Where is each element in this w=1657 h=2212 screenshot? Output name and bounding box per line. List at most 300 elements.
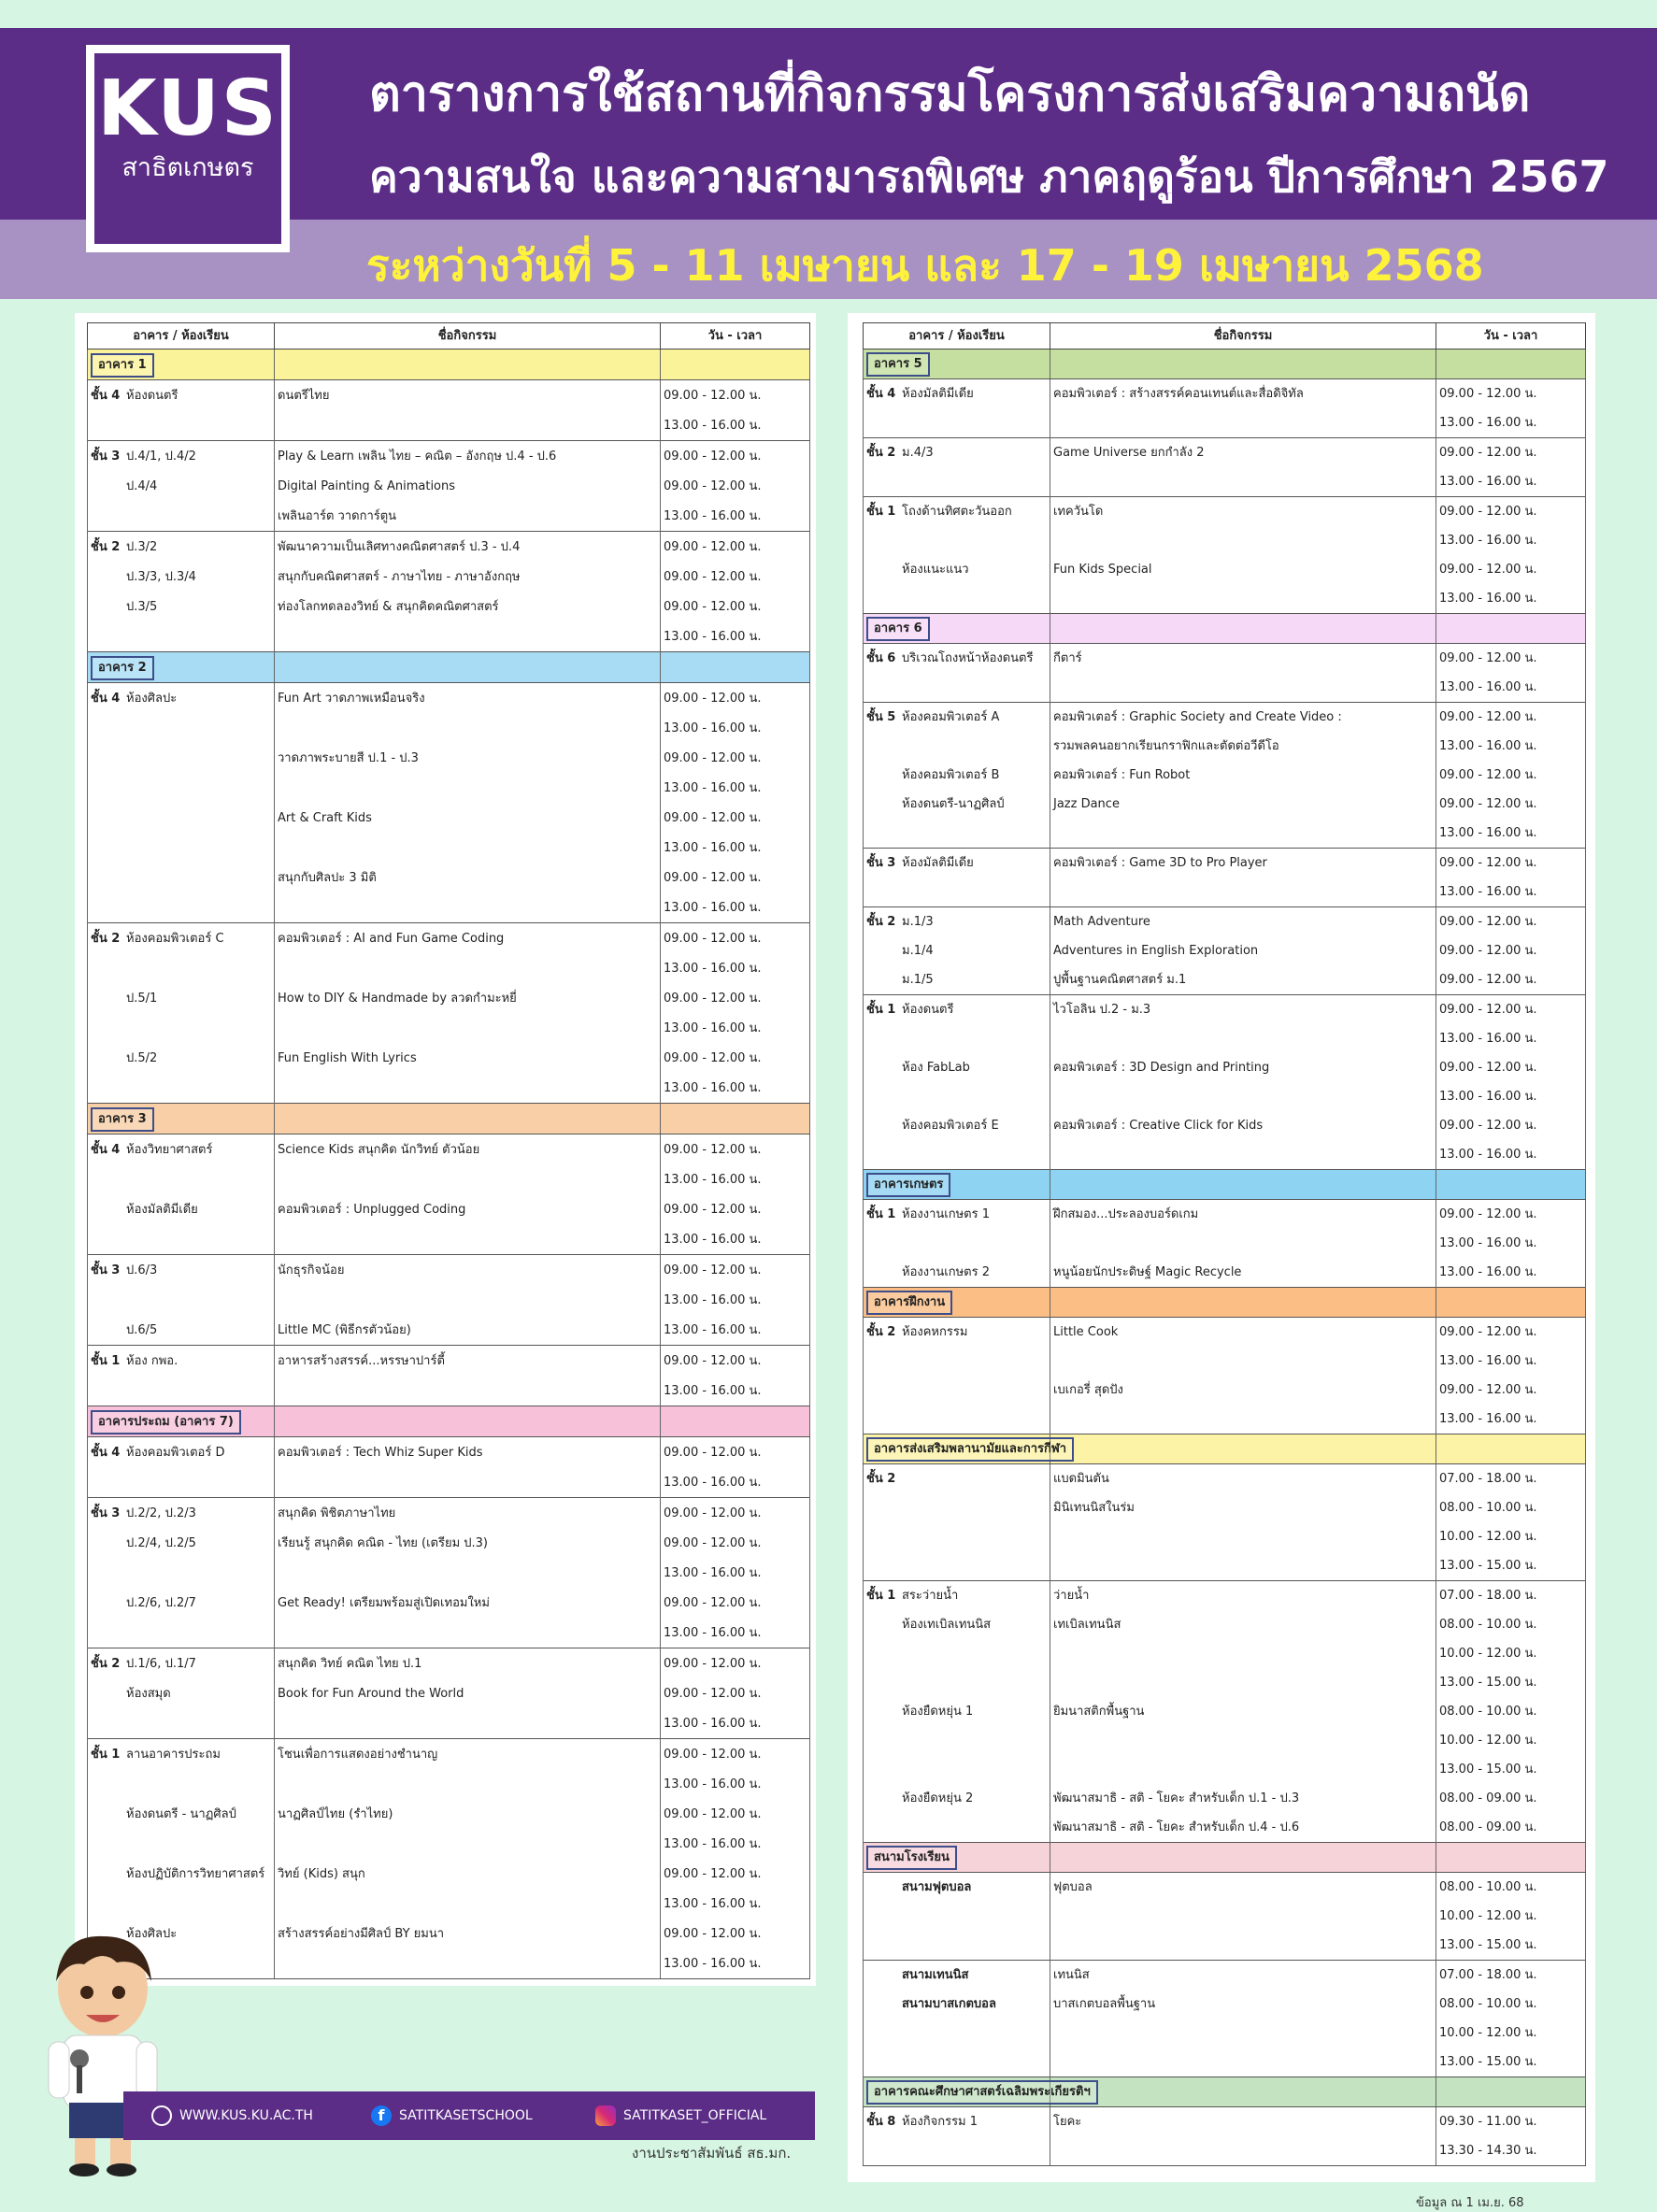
- building-fill: [661, 350, 810, 380]
- time-cell: 13.00 - 16.00 น.: [661, 1224, 810, 1255]
- room-cell: [864, 1581, 1050, 1611]
- room-label: ห้องศิลปะ: [126, 691, 178, 706]
- kus-logo: [86, 45, 290, 252]
- room-cell: [88, 1013, 275, 1043]
- time-cell: 08.00 - 09.00 น.: [1436, 1784, 1586, 1813]
- time-cell: 13.00 - 16.00 น.: [1436, 1258, 1586, 1288]
- room-cell: [864, 644, 1050, 674]
- table-row: [88, 892, 810, 923]
- room-label: ป.6/5: [126, 1322, 158, 1337]
- room-label: ป.2/2, ป.2/3: [126, 1506, 196, 1520]
- room-label: ม.4/3: [902, 445, 934, 460]
- table-row: [864, 1697, 1586, 1726]
- room-cell: [864, 526, 1050, 555]
- activity-cell: สนุกกับศิลปะ 3 มิติ: [275, 863, 661, 892]
- time-cell: 09.00 - 12.00 น.: [1436, 936, 1586, 965]
- table-row: [88, 1135, 810, 1165]
- room-cell: [864, 1755, 1050, 1784]
- table-row: [88, 983, 810, 1013]
- time-cell: 13.00 - 16.00 น.: [661, 1013, 810, 1043]
- building-fill: [275, 1406, 661, 1437]
- time-cell: 10.00 - 12.00 น.: [1436, 1639, 1586, 1668]
- room-label: ห้อง กพอ.: [126, 1353, 179, 1368]
- activity-cell: [275, 1164, 661, 1194]
- room-cell: [88, 1437, 275, 1468]
- room-cell: [864, 849, 1050, 878]
- building-cell: [864, 350, 1050, 379]
- activity-cell: [1050, 1522, 1436, 1551]
- time-cell: 09.00 - 12.00 น.: [661, 471, 810, 501]
- room-cell: [864, 1726, 1050, 1755]
- floor-label: ชั้น 2: [866, 914, 896, 929]
- table-row: [88, 1739, 810, 1770]
- room-label: ป.3/5: [126, 599, 158, 614]
- time-cell: 09.00 - 12.00 น.: [661, 803, 810, 833]
- floor-label: ชั้น 4: [866, 386, 896, 401]
- table-row: [88, 621, 810, 652]
- table-row: [864, 379, 1586, 409]
- activity-cell: เทนนิส: [1050, 1961, 1436, 1991]
- floor-label: ชั้น 1: [866, 504, 896, 519]
- room-cell: [864, 703, 1050, 733]
- room-cell: [88, 803, 275, 833]
- table-row: [864, 555, 1586, 584]
- activity-cell: ฝึกสมอง...ประลองบอร์ดเกม: [1050, 1200, 1436, 1230]
- floor-label: ชั้น 6: [866, 650, 896, 665]
- time-cell: 09.00 - 12.00 น.: [1436, 703, 1586, 733]
- room-cell: [864, 584, 1050, 614]
- room-label: ห้องคอมพิวเตอร์ C: [126, 931, 224, 946]
- building-fill: [1050, 350, 1436, 379]
- room-label: ป.3/3, ป.3/4: [126, 569, 196, 584]
- room-cell: [864, 1024, 1050, 1053]
- floor-label: ชั้น 1: [866, 1588, 896, 1603]
- time-cell: 09.00 - 12.00 น.: [1436, 1053, 1586, 1082]
- building-fill: [661, 652, 810, 683]
- room-cell: [864, 1931, 1050, 1961]
- activity-cell: [275, 833, 661, 863]
- time-cell: 09.00 - 12.00 น.: [661, 743, 810, 773]
- room-label: สนามเทนนิส: [902, 1967, 969, 1982]
- activity-cell: [1050, 1347, 1436, 1376]
- column-header-room: อาคาร / ห้องเรียน: [864, 323, 1050, 350]
- room-label: ห้องวิทยาศาสตร์: [126, 1142, 213, 1157]
- building-label: อาคารประถม (อาคาร 7): [91, 1410, 241, 1434]
- building-label: อาคาร 2: [91, 656, 154, 680]
- time-cell: 09.00 - 12.00 น.: [661, 592, 810, 621]
- building-row: [88, 1406, 810, 1437]
- building-fill: [1436, 614, 1586, 644]
- building-cell: [88, 652, 275, 683]
- table-row: [864, 673, 1586, 703]
- room-cell: [864, 555, 1050, 584]
- time-cell: 09.00 - 12.00 น.: [661, 1194, 810, 1224]
- room-label: ป.3/2: [126, 539, 158, 554]
- room-cell: [88, 1194, 275, 1224]
- activity-cell: เพลินอาร์ต วาดการ์ตูน: [275, 501, 661, 532]
- building-cell: [864, 2077, 1091, 2107]
- activity-cell: ปูพื้นฐานคณิตศาสตร์ ม.1: [1050, 965, 1436, 995]
- activity-cell: คอมพิวเตอร์ : Fun Robot: [1050, 761, 1436, 790]
- table-row: [864, 1990, 1586, 2019]
- floor-label: ชั้น 1: [866, 1002, 896, 1017]
- table-row: [88, 410, 810, 441]
- date-range: ระหว่างวันที่ 5 - 11 เมษายน และ 17 - 19 เมษายน 2568: [366, 240, 1484, 291]
- table-row: [864, 819, 1586, 849]
- time-cell: 09.00 - 12.00 น.: [1436, 761, 1586, 790]
- room-label: ห้องเทเบิลเทนนิส: [902, 1617, 992, 1632]
- room-label: ห้องดนตรี - นาฏศิลป์: [126, 1806, 236, 1821]
- activity-cell: [1050, 1902, 1436, 1931]
- table-row: [88, 1859, 810, 1889]
- table-row: [864, 467, 1586, 497]
- activity-cell: นาฏศิลป์ไทย (รำไทย): [275, 1799, 661, 1829]
- room-cell: [864, 1140, 1050, 1170]
- floor-label: ชั้น 4: [91, 1142, 121, 1157]
- table-row: [88, 592, 810, 621]
- activity-cell: [1050, 1931, 1436, 1961]
- room-cell: [88, 773, 275, 803]
- activity-cell: โชนเพื่อการแสดงอย่างชำนาญ: [275, 1739, 661, 1770]
- time-cell: 09.00 - 12.00 น.: [661, 1346, 810, 1377]
- building-cell: [88, 350, 275, 380]
- activity-cell: [1050, 819, 1436, 849]
- table-row: [88, 1376, 810, 1406]
- building-row: [864, 1170, 1586, 1200]
- room-cell: [88, 683, 275, 714]
- building-cell: [864, 614, 1050, 644]
- room-cell: [864, 1522, 1050, 1551]
- footer-facebook[interactable]: [371, 2091, 533, 2140]
- activity-cell: [275, 713, 661, 743]
- table-row: [88, 1829, 810, 1859]
- building-label: สนามโรงเรียน: [866, 1846, 957, 1870]
- room-label: ลานอาคารประถม: [126, 1747, 221, 1762]
- activity-cell: หนูน้อยนักประดิษฐ์ Magic Recycle: [1050, 1258, 1436, 1288]
- time-cell: 09.00 - 12.00 น.: [661, 863, 810, 892]
- activity-cell: [275, 1376, 661, 1406]
- table-row: [864, 878, 1586, 907]
- room-cell: [864, 965, 1050, 995]
- table-row: [88, 953, 810, 983]
- room-label: ห้องคอมพิวเตอร์ D: [126, 1445, 225, 1460]
- table-row: [864, 703, 1586, 733]
- time-cell: 09.00 - 12.00 น.: [1436, 644, 1586, 674]
- activity-cell: [275, 892, 661, 923]
- floor-label: ชั้น 2: [866, 1471, 896, 1486]
- table-row: [88, 501, 810, 532]
- table-row: [864, 761, 1586, 790]
- room-cell: [864, 1464, 1050, 1494]
- time-cell: 09.00 - 12.00 น.: [661, 1437, 810, 1468]
- table-row: [864, 584, 1586, 614]
- building-label: อาคาร 3: [91, 1107, 154, 1132]
- table-row: [864, 526, 1586, 555]
- room-cell: [88, 501, 275, 532]
- time-cell: 09.00 - 12.00 น.: [1436, 555, 1586, 584]
- room-cell: [88, 1708, 275, 1739]
- floor-label: ชั้น 2: [866, 1324, 896, 1339]
- activity-cell: [275, 621, 661, 652]
- building-label: อาคารฝึกงาน: [866, 1291, 952, 1315]
- time-cell: 09.00 - 12.00 น.: [661, 1255, 810, 1286]
- table-row: [864, 790, 1586, 819]
- time-cell: 09.00 - 12.00 น.: [1436, 849, 1586, 878]
- table-row: [864, 1200, 1586, 1230]
- building-fill: [1436, 1434, 1586, 1464]
- activity-cell: [275, 1467, 661, 1498]
- room-cell: [88, 592, 275, 621]
- activity-cell: [1050, 467, 1436, 497]
- time-cell: 13.00 - 16.00 น.: [661, 953, 810, 983]
- building-cell: [864, 1843, 1050, 1873]
- time-cell: 08.00 - 10.00 น.: [1436, 1697, 1586, 1726]
- room-cell: [88, 1315, 275, 1346]
- room-cell: [88, 1799, 275, 1829]
- room-cell: [88, 380, 275, 411]
- building-label: อาคารส่งเสริมพลานามัยและการกีฬา: [866, 1437, 1074, 1462]
- table-row: [88, 1708, 810, 1739]
- room-cell: [88, 1889, 275, 1919]
- table-row: [864, 1522, 1586, 1551]
- room-cell: [88, 1859, 275, 1889]
- table-row: [88, 683, 810, 714]
- time-cell: 08.00 - 09.00 น.: [1436, 1813, 1586, 1843]
- time-cell: 13.00 - 16.00 น.: [661, 1376, 810, 1406]
- building-fill: [661, 1406, 810, 1437]
- activity-cell: Art & Craft Kids: [275, 803, 661, 833]
- activity-cell: วาดภาพระบายสี ป.1 - ป.3: [275, 743, 661, 773]
- time-cell: 13.00 - 16.00 น.: [661, 621, 810, 652]
- activity-cell: สร้างสรรค์อย่างมีศิลป์ BY ยมนา: [275, 1919, 661, 1948]
- activity-cell: พัฒนาความเป็นเลิศทางคณิตศาสตร์ ป.3 - ป.4: [275, 532, 661, 563]
- activity-cell: ดนตรีไทย: [275, 380, 661, 411]
- time-cell: 09.00 - 12.00 น.: [1436, 995, 1586, 1025]
- room-label: บริเวณโถงหน้าห้องดนตรี: [902, 650, 1034, 665]
- activity-cell: Fun Kids Special: [1050, 555, 1436, 584]
- room-cell: [88, 1285, 275, 1315]
- room-label: สระว่ายน้ำ: [902, 1588, 959, 1603]
- time-cell: 13.00 - 16.00 น.: [1436, 673, 1586, 703]
- activity-cell: [275, 1769, 661, 1799]
- room-cell: [864, 673, 1050, 703]
- room-label: ป.6/3: [126, 1263, 158, 1277]
- time-cell: 13.00 - 16.00 น.: [1436, 732, 1586, 761]
- room-cell: [864, 1405, 1050, 1434]
- page-subtitle: ความสนใจ และความสามารถพิเศษ ภาคฤดูร้อน ปีการศึกษา 2567: [369, 151, 1609, 202]
- time-cell: 13.00 - 16.00 น.: [661, 1769, 810, 1799]
- footer-bar: [123, 2091, 815, 2140]
- table-row: [864, 408, 1586, 438]
- table-row: [864, 1639, 1586, 1668]
- time-cell: 09.00 - 12.00 น.: [661, 1799, 810, 1829]
- building-label: อาคาร 1: [91, 353, 154, 378]
- activity-cell: ว่ายน้ำ: [1050, 1581, 1436, 1611]
- data-date-note: ข้อมูล ณ 1 เม.ย. 68: [1416, 2196, 1524, 2210]
- table-row: [864, 2019, 1586, 2048]
- room-label: ห้องแนะแนว: [902, 562, 969, 577]
- column-header-row: [864, 323, 1586, 350]
- floor-label: ชั้น 4: [91, 388, 121, 403]
- room-cell: [864, 1551, 1050, 1581]
- time-cell: 09.00 - 12.00 น.: [661, 1739, 810, 1770]
- schedule-table-left: [87, 322, 810, 1979]
- table-row: [864, 1726, 1586, 1755]
- activity-cell: Little Cook: [1050, 1318, 1436, 1348]
- footer-instagram[interactable]: [595, 2091, 766, 2140]
- table-row: [864, 644, 1586, 674]
- time-cell: 07.00 - 18.00 น.: [1436, 1464, 1586, 1494]
- room-label: ห้องกิจกรรม 1: [902, 2114, 978, 2129]
- table-row: [864, 438, 1586, 468]
- room-label: ห้องศิลปะ: [126, 1926, 178, 1941]
- table-row: [88, 1919, 810, 1948]
- activity-cell: [1050, 1639, 1436, 1668]
- column-header-room: อาคาร / ห้องเรียน: [88, 323, 275, 350]
- room-label: ม.1/5: [902, 972, 934, 987]
- activity-cell: [275, 1285, 661, 1315]
- time-cell: 08.00 - 10.00 น.: [1436, 1990, 1586, 2019]
- room-cell: [88, 1528, 275, 1558]
- room-cell: [88, 1498, 275, 1529]
- activity-cell: คอมพิวเตอร์ : Creative Click for Kids: [1050, 1111, 1436, 1140]
- table-row: [88, 1648, 810, 1679]
- table-row: [864, 2048, 1586, 2077]
- room-label: สนามฟุตบอล: [902, 1879, 972, 1894]
- room-cell: [88, 1588, 275, 1618]
- table-row: [864, 1902, 1586, 1931]
- time-cell: 13.00 - 16.00 น.: [1436, 1347, 1586, 1376]
- activity-cell: [275, 410, 661, 441]
- table-row: [864, 1493, 1586, 1522]
- time-cell: 10.00 - 12.00 น.: [1436, 2019, 1586, 2048]
- table-row: [864, 1347, 1586, 1376]
- activity-cell: พัฒนาสมาธิ - สติ - โยคะ สำหรับเด็ก ป.1 - ป.3: [1050, 1784, 1436, 1813]
- activity-cell: วิทย์ (Kids) สนุก: [275, 1859, 661, 1889]
- room-cell: [864, 467, 1050, 497]
- activity-cell: ฟุตบอล: [1050, 1873, 1436, 1903]
- footer-web[interactable]: [151, 2091, 313, 2140]
- instagram-icon: [595, 2105, 616, 2126]
- room-label: ห้องมัลติมีเดีย: [902, 386, 974, 401]
- room-cell: [88, 1135, 275, 1165]
- facebook-icon: f: [371, 2105, 392, 2126]
- room-cell: [864, 878, 1050, 907]
- column-header-activity: ชื่อกิจกรรม: [275, 323, 661, 350]
- time-cell: 13.00 - 16.00 น.: [661, 833, 810, 863]
- building-fill: [275, 350, 661, 380]
- room-cell: [864, 995, 1050, 1025]
- room-cell: [864, 1493, 1050, 1522]
- table-row: [88, 1558, 810, 1588]
- building-label: อาคารเกษตร: [866, 1173, 950, 1197]
- table-row: [864, 995, 1586, 1025]
- floor-label: ชั้น 2: [866, 445, 896, 460]
- floor-label: ชั้น 1: [91, 1747, 121, 1762]
- floor-label: ชั้น 2: [91, 931, 121, 946]
- room-cell: [88, 471, 275, 501]
- table-row: [88, 441, 810, 472]
- table-row: [88, 1678, 810, 1708]
- floor-label: ชั้น 1: [91, 1353, 121, 1368]
- time-cell: 10.00 - 12.00 น.: [1436, 1902, 1586, 1931]
- activity-cell: รวมพลคนอยากเรียนกราฟิกและตัดต่อวีดีโอ: [1050, 732, 1436, 761]
- activity-cell: [1050, 1668, 1436, 1697]
- room-label: ม.1/3: [902, 914, 934, 929]
- activity-cell: กีตาร์: [1050, 644, 1436, 674]
- table-row: [88, 1224, 810, 1255]
- room-cell: [864, 1111, 1050, 1140]
- activity-cell: เทเบิลเทนนิส: [1050, 1610, 1436, 1639]
- activity-cell: [275, 1889, 661, 1919]
- building-cell: [88, 1406, 275, 1437]
- time-cell: 09.00 - 12.00 น.: [661, 1678, 810, 1708]
- room-cell: [88, 833, 275, 863]
- building-fill: [1050, 614, 1436, 644]
- activity-cell: Play & Learn เพลิน ไทย – คณิต – อังกฤษ ป.4 - ป.6: [275, 441, 661, 472]
- time-cell: 13.00 - 16.00 น.: [1436, 1229, 1586, 1258]
- room-cell: [864, 819, 1050, 849]
- building-fill: [1436, 1843, 1586, 1873]
- room-label: ห้องดนตรี-นาฏศิลป์: [902, 796, 1005, 811]
- room-label: ป.5/2: [126, 1050, 158, 1065]
- room-cell: [88, 743, 275, 773]
- room-cell: [88, 892, 275, 923]
- building-row: [864, 1288, 1586, 1318]
- room-cell: [88, 713, 275, 743]
- table-row: [88, 1618, 810, 1648]
- table-row: [88, 1498, 810, 1529]
- activity-cell: [1050, 1726, 1436, 1755]
- building-fill: [1050, 1434, 1436, 1464]
- time-cell: 13.00 - 16.00 น.: [661, 1708, 810, 1739]
- activity-cell: [1050, 584, 1436, 614]
- activity-cell: [275, 1618, 661, 1648]
- activity-cell: Digital Painting & Animations: [275, 471, 661, 501]
- time-cell: 13.00 - 16.00 น.: [1436, 584, 1586, 614]
- table-row: [864, 1024, 1586, 1053]
- room-cell: [88, 1558, 275, 1588]
- floor-label: ชั้น 2: [91, 1656, 121, 1671]
- room-cell: [864, 1200, 1050, 1230]
- building-fill: [1050, 1288, 1436, 1318]
- time-cell: 13.00 - 16.00 น.: [661, 1948, 810, 1979]
- building-fill: [1436, 2077, 1586, 2107]
- floor-label: ชั้น 3: [91, 1263, 121, 1277]
- activity-cell: ไวโอลิน ป.2 - ม.3: [1050, 995, 1436, 1025]
- activity-cell: คอมพิวเตอร์ : Unplugged Coding: [275, 1194, 661, 1224]
- building-fill: [275, 1104, 661, 1135]
- room-cell: [864, 1784, 1050, 1813]
- room-label: ห้องสมุด: [126, 1686, 171, 1701]
- time-cell: 08.00 - 10.00 น.: [1436, 1610, 1586, 1639]
- time-cell: 13.30 - 14.30 น.: [1436, 2136, 1586, 2166]
- room-label: ห้อง FabLab: [902, 1060, 970, 1075]
- time-cell: 09.00 - 12.00 น.: [1436, 379, 1586, 409]
- activity-cell: [275, 1013, 661, 1043]
- table-row: [88, 1769, 810, 1799]
- table-row: [88, 743, 810, 773]
- room-label: สนามบาสเกตบอล: [902, 1996, 996, 2011]
- table-row: [88, 1528, 810, 1558]
- room-label: ห้องปฏิบัติการวิทยาศาสตร์: [126, 1866, 265, 1881]
- table-row: [88, 1013, 810, 1043]
- building-fill: [1050, 2077, 1436, 2107]
- activity-cell: [1050, 2019, 1436, 2048]
- room-cell: [88, 532, 275, 563]
- time-cell: 09.00 - 12.00 น.: [1436, 1111, 1586, 1140]
- activity-cell: บาสเกตบอลพื้นฐาน: [1050, 1990, 1436, 2019]
